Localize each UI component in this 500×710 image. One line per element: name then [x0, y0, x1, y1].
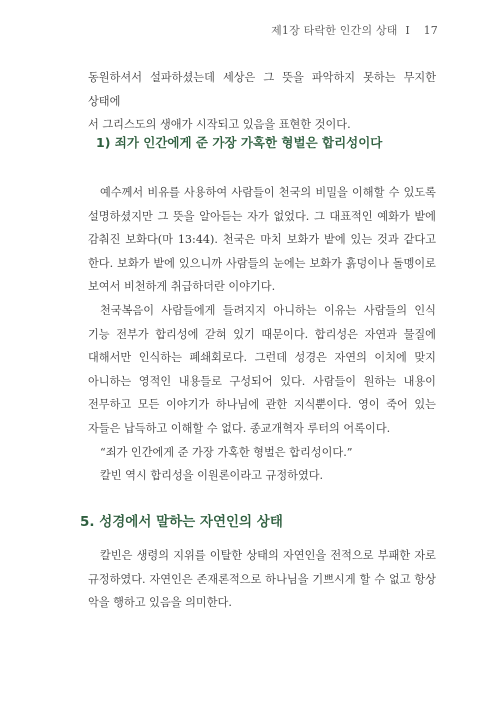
- quote-paragraph: “죄가 인간에게 준 가장 가혹한 형벌은 합리성이다.”: [100, 445, 353, 459]
- intro-paragraph: [88, 66, 436, 137]
- page-number: 17: [423, 24, 438, 37]
- header-separator: I: [405, 24, 410, 37]
- section-heading: 5. 성경에서 말하는 자연인의 상태: [80, 514, 283, 530]
- subsection-body: [88, 181, 436, 488]
- section-body: [88, 544, 436, 615]
- subsection-heading: 1) 죄가 인간에게 준 가장 가혹한 형벌은 합리성이다: [96, 135, 383, 150]
- intro-line: 동원하셔서 설파하셨는데 세상은 그 뜻을 파악하지 못하는 무지한 상태에: [88, 71, 436, 108]
- paragraph: 천국복음이 사람들에게 들려지지 아니하는 이유는 사람들의 인식 기능 전부가 합리성에 갇혀 있기 때문이다. 합리성은 자연과 물질에 대해서만 인식하는 폐쇄회로다. 그런데 성경은 자연의 이치에 맞지 아니하는 영적인 내용들로 구성되어 있다. 사람들이 원하는 내용이 전무하고 모든 이야기가 하나님에 관한 지식뿐이다. 영이 죽어 있는 자들은 납득하고 이해할 수 없다. 종교개혁자 루터의 어록이다.: [88, 303, 436, 435]
- intro-line: 서 그리스도의 생애가 시작되고 있음을 표현한 것이다.: [88, 118, 351, 132]
- paragraph: 칼빈 역시 합리성을 이원론이라고 규정하였다.: [100, 469, 324, 483]
- header-chapter-title: 타락한 인간의 상태: [303, 24, 398, 37]
- header-chapter: 제1장: [271, 24, 300, 37]
- running-header: [271, 22, 438, 38]
- paragraph: 칼빈은 생령의 지위를 이탈한 상태의 자연인을 전적으로 부패한 자로 규정하였다. 자연인은 존재론적으로 하나님을 기쁘시게 할 수 없고 항상 악을 행하고 있음을 의미한다.: [88, 549, 436, 610]
- paragraph: 예수께서 비유를 사용하여 사람들이 천국의 비밀을 이해할 수 있도록 설명하셨지만 그 뜻을 알아듣는 자가 없었다. 그 대표적인 예화가 밭에 감춰진 보화다(마 13:44). 천국은 마치 보화가 밭에 있는 것과 같다고 한다. 보화가 밭에 있으니까 사람들의 눈에는 보화가 흙덩이나 돌멩이로 보여서 비천하게 취급하더란 이야기다.: [88, 186, 436, 294]
